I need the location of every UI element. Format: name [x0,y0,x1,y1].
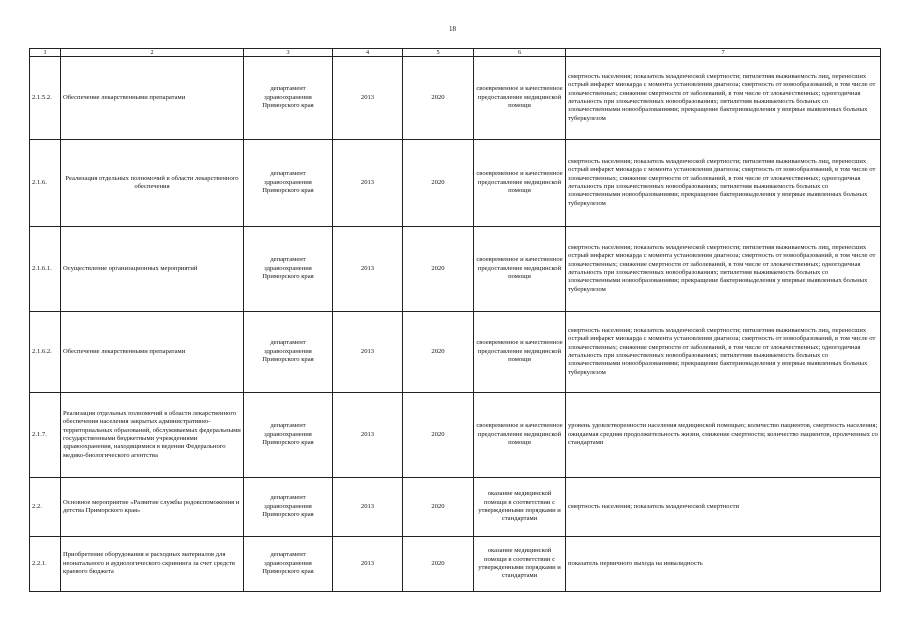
row-indicators: смертность населения; показатель младенческой смертности; пятилетняя выживаемость лиц, перенесших острый инфаркт миокарда с момента установления диагноза; смертность от новообразований, в том числе от злокачественных; снижение смертности от заболеваний, в том числе от злокачественных; одногодичная летальность при злокачественных новообразованиях; пятилетняя выживаемость больных со злокачественными новообразованиями; прекращение бактериовыделения у впервые выявленных больных туберкулезом [566,227,881,312]
header-cell: 6 [474,49,566,57]
row-indicators: смертность населения; показатель младенческой смертности; пятилетняя выживаемость лиц, перенесших острый инфаркт миокарда с момента установления диагноза; смертность от новообразований, в том числе от злокачественных; снижение смертности от заболеваний, в том числе от злокачественных; одногодичная летальность при злокачественных новообразованиях; пятилетняя выживаемость больных со злокачественными новообразованиями; прекращение бактериовыделения у впервые выявленных больных туберкулезом [566,57,881,140]
row-name: Основное мероприятие «Развитие службы родовспоможения и детства Приморского края» [61,478,244,537]
table-row [30,393,881,478]
row-name: Реализация отдельных полномочий в области лекарственного обеспечения [61,140,244,227]
header-cell: 1 [30,49,61,57]
row-end-year: 2020 [403,478,474,537]
row-name: Обеспечение лекарственными препаратами [61,312,244,393]
row-name: Обеспечение лекарственными препаратами [61,57,244,140]
row-executor: департамент здравоохранения Приморского края [244,537,333,592]
row-code: 2.2.1. [30,537,61,592]
row-end-year: 2020 [403,393,474,478]
row-end-year: 2020 [403,312,474,393]
table-row [30,140,881,227]
row-executor: департамент здравоохранения Приморского края [244,312,333,393]
row-indicators: смертность населения; показатель младенческой смертности; пятилетняя выживаемость лиц, перенесших острый инфаркт миокарда с момента установления диагноза; смертность от новообразований, в том числе от злокачественных; снижение смертности от заболеваний, в том числе от злокачественных; одногодичная летальность при злокачественных новообразованиях; пятилетняя выживаемость больных со злокачественными новообразованиями; прекращение бактериовыделения у впервые выявленных больных туберкулезом [566,312,881,393]
row-executor: департамент здравоохранения Приморского края [244,393,333,478]
program-table [29,48,881,592]
row-code: 2.1.7. [30,393,61,478]
row-end-year: 2020 [403,227,474,312]
row-code: 2.1.6.1. [30,227,61,312]
row-code: 2.1.5.2. [30,57,61,140]
row-result: своевременное и качественное предоставление медицинской помощи [474,312,566,393]
table-row [30,57,881,140]
row-code: 2.1.6.2. [30,312,61,393]
row-name: Приобретение оборудования и расходных материалов для неонатального и аудиологического скрининга за счет средств краевого бюджета [61,537,244,592]
row-code: 2.1.6. [30,140,61,227]
row-start-year: 2013 [333,393,403,478]
header-row [30,49,881,57]
row-indicators: смертность населения; показатель младенческой смертности; пятилетняя выживаемость лиц, перенесших острый инфаркт миокарда с момента установления диагноза; смертность от новообразований, в том числе от злокачественных; снижение смертности от заболеваний, в том числе от злокачественных; одногодичная летальность при злокачественных новообразованиях; пятилетняя выживаемость больных со злокачественными новообразованиями; прекращение бактериовыделения у впервые выявленных больных туберкулезом [566,140,881,227]
table-row [30,312,881,393]
row-result: оказание медицинской помощи в соответствии с утвержденными порядками и стандартами [474,478,566,537]
row-end-year: 2020 [403,57,474,140]
row-result: своевременное и качественное предоставление медицинской помощи [474,57,566,140]
header-cell: 7 [566,49,881,57]
row-executor: департамент здравоохранения Приморского края [244,140,333,227]
row-code: 2.2. [30,478,61,537]
page-number: 18 [449,25,456,33]
row-start-year: 2013 [333,537,403,592]
row-end-year: 2020 [403,140,474,227]
row-start-year: 2013 [333,140,403,227]
row-start-year: 2013 [333,57,403,140]
row-start-year: 2013 [333,312,403,393]
header-cell: 4 [333,49,403,57]
row-indicators: смертность населения; показатель младенческой смертности [566,478,881,537]
row-indicators: показатель первичного выхода на инвалидность [566,537,881,592]
header-cell: 2 [61,49,244,57]
row-name: Осуществление организационных мероприятий [61,227,244,312]
row-indicators: уровень удовлетворенности населения медицинской помощью; количество пациентов, смертность населения; ожидаемая средняя продолжительность жизни, снижение смертности; количество пациентов, пролеченных со стандартами [566,393,881,478]
row-end-year: 2020 [403,537,474,592]
row-result: своевременное и качественное предоставление медицинской помощи [474,140,566,227]
table-row [30,478,881,537]
row-executor: департамент здравоохранения Приморского края [244,57,333,140]
table-row [30,227,881,312]
row-executor: департамент здравоохранения Приморского края [244,478,333,537]
row-result: своевременное и качественное предоставление медицинской помощи [474,393,566,478]
row-name: Реализация отдельных полномочий в области лекарственного обеспечения населения закрытых административно-территориальных образований, обслуживаемых федеральными государственными бюджетными учреждениями здравоохранения, находящимися в ведении Федерального медико-биологического агентства [61,393,244,478]
row-result: своевременное и качественное предоставление медицинской помощи [474,227,566,312]
row-start-year: 2013 [333,478,403,537]
header-cell: 5 [403,49,474,57]
row-executor: департамент здравоохранения Приморского края [244,227,333,312]
row-result: оказание медицинской помощи в соответствии с утвержденными порядками и стандартами [474,537,566,592]
table-row [30,537,881,592]
row-start-year: 2013 [333,227,403,312]
header-cell: 3 [244,49,333,57]
